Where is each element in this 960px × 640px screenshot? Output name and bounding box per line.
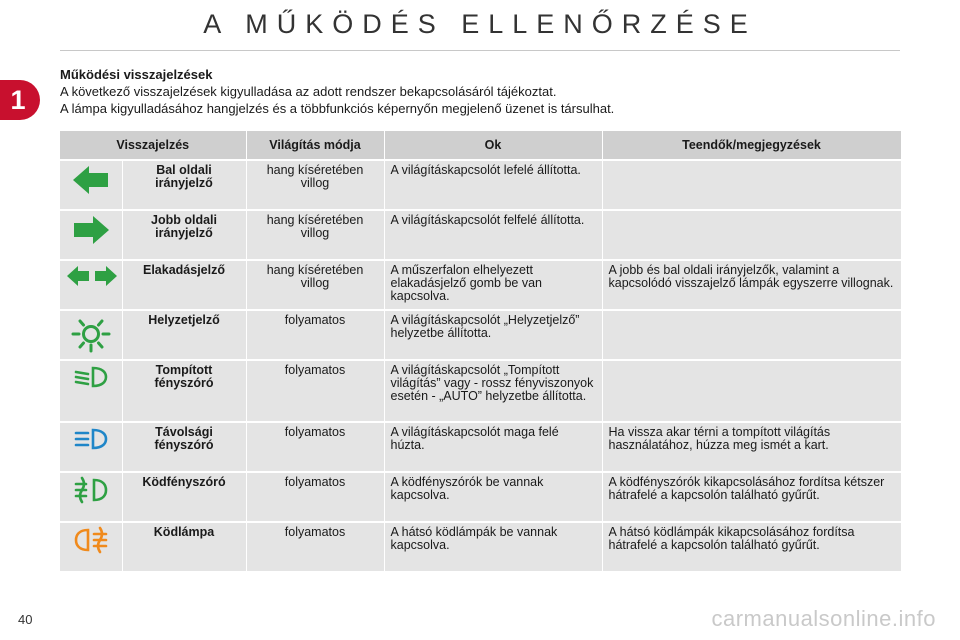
indicator-name: Távolsági fényszóró bbox=[122, 422, 246, 472]
indicator-note: A jobb és bal oldali irányjelzők, valamint a kapcsolódó visszajelző lámpák egyszerre villognak. bbox=[602, 260, 901, 310]
indicator-cause: A világításkapcsolót lefelé állította. bbox=[384, 160, 602, 210]
indicator-mode: hang kíséretében villog bbox=[246, 260, 384, 310]
indicator-cause: A világításkapcsolót „Tompított világítás” vagy - rossz fényviszonyok esetén - „AUTO” helyzetbe állította. bbox=[384, 360, 602, 422]
main-beam-icon bbox=[66, 426, 116, 452]
indicator-note: A hátsó ködlámpák kikapcsolásához fordítsa hátrafelé a kapcsolón található gyűrűt. bbox=[602, 522, 901, 572]
row-icon-cell bbox=[60, 522, 122, 572]
indicator-note: Ha vissza akar térni a tompított világítás használatához, húzza meg ismét a kart. bbox=[602, 422, 901, 472]
header-mode: Világítás módja bbox=[246, 131, 384, 160]
header-cause: Ok bbox=[384, 131, 602, 160]
indicator-mode: folyamatos bbox=[246, 472, 384, 522]
indicator-mode: folyamatos bbox=[246, 310, 384, 360]
indicator-cause: A világításkapcsolót maga felé húzta. bbox=[384, 422, 602, 472]
intro-line-1: A következő visszajelzések kigyulladása az adott rendszer bekapcsolásáról tájékoztat. bbox=[60, 84, 557, 99]
indicator-name: Ködfényszóró bbox=[122, 472, 246, 522]
table-row bbox=[60, 360, 901, 422]
table-row bbox=[60, 472, 901, 522]
dipped-beam-icon bbox=[66, 364, 116, 390]
row-icon-cell bbox=[60, 210, 122, 260]
front-fog-icon bbox=[66, 476, 116, 504]
indicator-cause: A hátsó ködlámpák be vannak kapcsolva. bbox=[384, 522, 602, 572]
header-indicator: Visszajelzés bbox=[60, 131, 246, 160]
page-number: 40 bbox=[18, 612, 33, 627]
indicator-note bbox=[602, 210, 901, 260]
table-row bbox=[60, 210, 901, 260]
header-notes: Teendők/megjegyzések bbox=[602, 131, 901, 160]
row-icon-cell bbox=[60, 260, 122, 310]
indicator-name: Ködlámpa bbox=[122, 522, 246, 572]
row-icon-cell bbox=[60, 160, 122, 210]
intro-block bbox=[60, 66, 940, 117]
indicator-cause: A műszerfalon elhelyezett elakadásjelző gomb be van kapcsolva. bbox=[384, 260, 602, 310]
indicator-name: Elakadásjelző bbox=[122, 260, 246, 310]
indicator-note bbox=[602, 160, 901, 210]
watermark: carmanualsonline.info bbox=[711, 606, 936, 631]
indicator-mode: folyamatos bbox=[246, 360, 384, 422]
table-row bbox=[60, 310, 901, 360]
title-divider bbox=[60, 50, 900, 51]
indicator-name: Helyzetjelző bbox=[122, 310, 246, 360]
indicator-note: A ködfényszórók kikapcsolásához fordítsa kétszer hátrafelé a kapcsolón található gyűrűt. bbox=[602, 472, 901, 522]
arrow-left-icon bbox=[66, 164, 116, 196]
sidelight-icon bbox=[66, 314, 116, 354]
indicator-note bbox=[602, 360, 901, 422]
table-row bbox=[60, 422, 901, 472]
indicator-name: Bal oldali irányjelző bbox=[122, 160, 246, 210]
indicator-cause: A világításkapcsolót „Helyzetjelző” helyzetbe állította. bbox=[384, 310, 602, 360]
rear-fog-icon bbox=[66, 526, 116, 554]
intro-line-2: A lámpa kigyulladásához hangjelzés és a többfunkciós képernyőn megjelenő üzenet is társulhat. bbox=[60, 101, 615, 116]
table-row bbox=[60, 260, 901, 310]
intro-heading: Működési visszajelzések bbox=[60, 67, 213, 82]
hazard-arrows-icon bbox=[66, 264, 116, 288]
indicator-mode: folyamatos bbox=[246, 422, 384, 472]
indicator-note bbox=[602, 310, 901, 360]
indicator-cause: A világításkapcsolót felfelé állította. bbox=[384, 210, 602, 260]
row-icon-cell bbox=[60, 360, 122, 422]
indicator-name: Jobb oldali irányjelző bbox=[122, 210, 246, 260]
indicator-mode: hang kíséretében villog bbox=[246, 210, 384, 260]
row-icon-cell bbox=[60, 310, 122, 360]
table-header-row bbox=[60, 131, 901, 160]
indicator-table bbox=[60, 131, 902, 573]
row-icon-cell bbox=[60, 422, 122, 472]
table-row bbox=[60, 522, 901, 572]
arrow-right-icon bbox=[66, 214, 116, 246]
indicator-name: Tompított fényszóró bbox=[122, 360, 246, 422]
indicator-mode: folyamatos bbox=[246, 522, 384, 572]
indicator-mode: hang kíséretében villog bbox=[246, 160, 384, 210]
chapter-tab: 1 bbox=[0, 80, 40, 120]
page-title: A MŰKÖDÉS ELLENŐRZÉSE bbox=[203, 9, 757, 39]
table-row bbox=[60, 160, 901, 210]
row-icon-cell bbox=[60, 472, 122, 522]
indicator-cause: A ködfényszórók be vannak kapcsolva. bbox=[384, 472, 602, 522]
